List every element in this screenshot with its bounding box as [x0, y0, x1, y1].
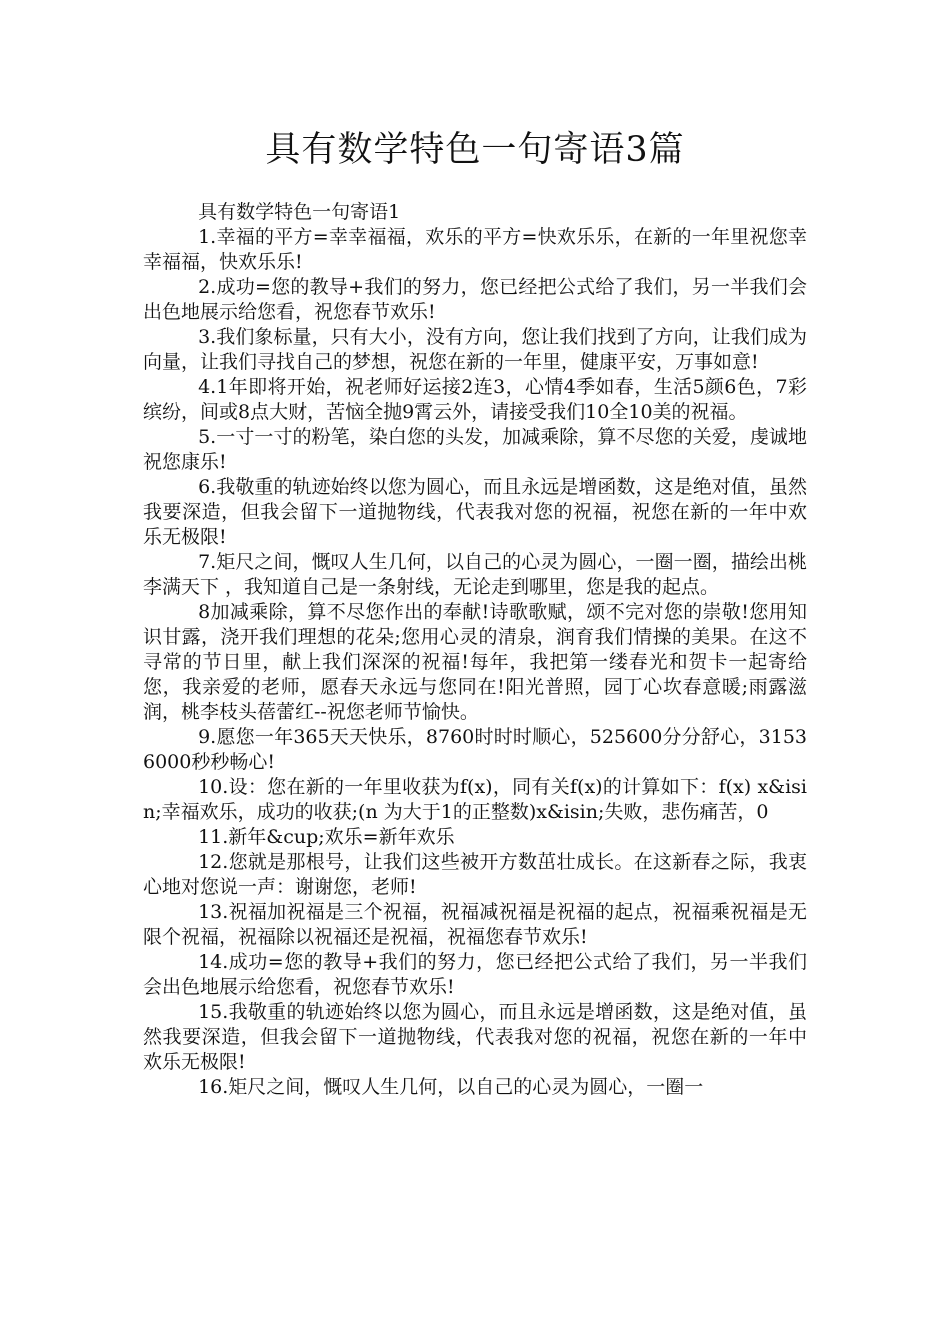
paragraph-6: 6.我敬重的轨迹始终以您为圆心，而且永远是增函数，这是绝对值，虽然我要深造，但我会留下一道抛物线，代表我对您的祝福，祝您在新的一年中欢乐无极限!	[143, 476, 807, 548]
paragraph-9: 9.愿您一年365天天快乐，8760时时时顺心，525600分分舒心，31536000秒秒畅心!	[143, 726, 807, 773]
paragraph-10: 10.设：您在新的一年里收获为f(x)，同有关f(x)的计算如下：f(x) x&isin;幸福欢乐，成功的收获;(n 为大于1的正整数)x&isin;失败，悲伤痛苦，0	[143, 776, 807, 823]
paragraph-12: 12.您就是那根号，让我们这些被开方数茁壮成长。在这新春之际，我衷心地对您说一声：谢谢您，老师!	[143, 851, 807, 898]
paragraph-13: 13.祝福加祝福是三个祝福，祝福减祝福是祝福的起点，祝福乘祝福是无限个祝福，祝福除以祝福还是祝福，祝福您春节欢乐!	[143, 901, 807, 948]
paragraph-5: 5.一寸一寸的粉笔，染白您的头发，加减乘除，算不尽您的关爱，虔诚地祝您康乐!	[143, 426, 807, 473]
document-body	[143, 200, 807, 1100]
paragraph-7: 7.矩尺之间，慨叹人生几何，以自己的心灵为圆心，一圈一圈，描绘出桃李满天下 ，我知道自己是一条射线，无论走到哪里，您是我的起点。	[143, 551, 807, 598]
paragraph-8: 8加减乘除，算不尽您作出的奉献!诗歌歌赋，颂不完对您的崇敬!您用知识甘露，浇开我们理想的花朵;您用心灵的清泉，润育我们情操的美果。在这不寻常的节日里，献上我们深深的祝福!每年，我把第一缕春光和贺卡一起寄给您，我亲爱的老师，愿春天永远与您同在!阳光普照，园丁心坎春意暖;雨露滋润，桃李枝头蓓蕾红--祝您老师节愉快。	[143, 601, 807, 723]
paragraph-11: 11.新年&cup;欢乐=新年欢乐	[198, 826, 455, 848]
document-title: 具有数学特色一句寄语3篇	[265, 130, 685, 170]
subheading: 具有数学特色一句寄语1	[198, 201, 401, 223]
paragraph-14: 14.成功=您的教导+我们的努力，您已经把公式给了我们，另一半我们会出色地展示给您看，祝您春节欢乐!	[143, 951, 807, 998]
paragraph-2: 2.成功=您的教导+我们的努力，您已经把公式给了我们，另一半我们会出色地展示给您看，祝您春节欢乐!	[143, 276, 807, 323]
paragraph-1: 1.幸福的平方=幸幸福福，欢乐的平方=快欢乐乐，在新的一年里祝您幸幸福福，快欢乐乐!	[143, 226, 807, 273]
paragraph-16: 16.矩尺之间，慨叹人生几何，以自己的心灵为圆心，一圈一	[198, 1076, 704, 1098]
paragraph-4: 4.1年即将开始，祝老师好运接2连3，心情4季如春，生活5颜6色，7彩缤纷，间或8点大财，苦恼全抛9霄云外，请接受我们10全10美的祝福。	[143, 376, 807, 423]
paragraph-15: 15.我敬重的轨迹始终以您为圆心，而且永远是增函数，这是绝对值，虽然我要深造，但我会留下一道抛物线，代表我对您的祝福，祝您在新的一年中欢乐无极限!	[143, 1001, 807, 1073]
paragraph-3: 3.我们象标量，只有大小，没有方向，您让我们找到了方向，让我们成为向量，让我们寻找自己的梦想，祝您在新的一年里，健康平安，万事如意!	[143, 326, 807, 373]
